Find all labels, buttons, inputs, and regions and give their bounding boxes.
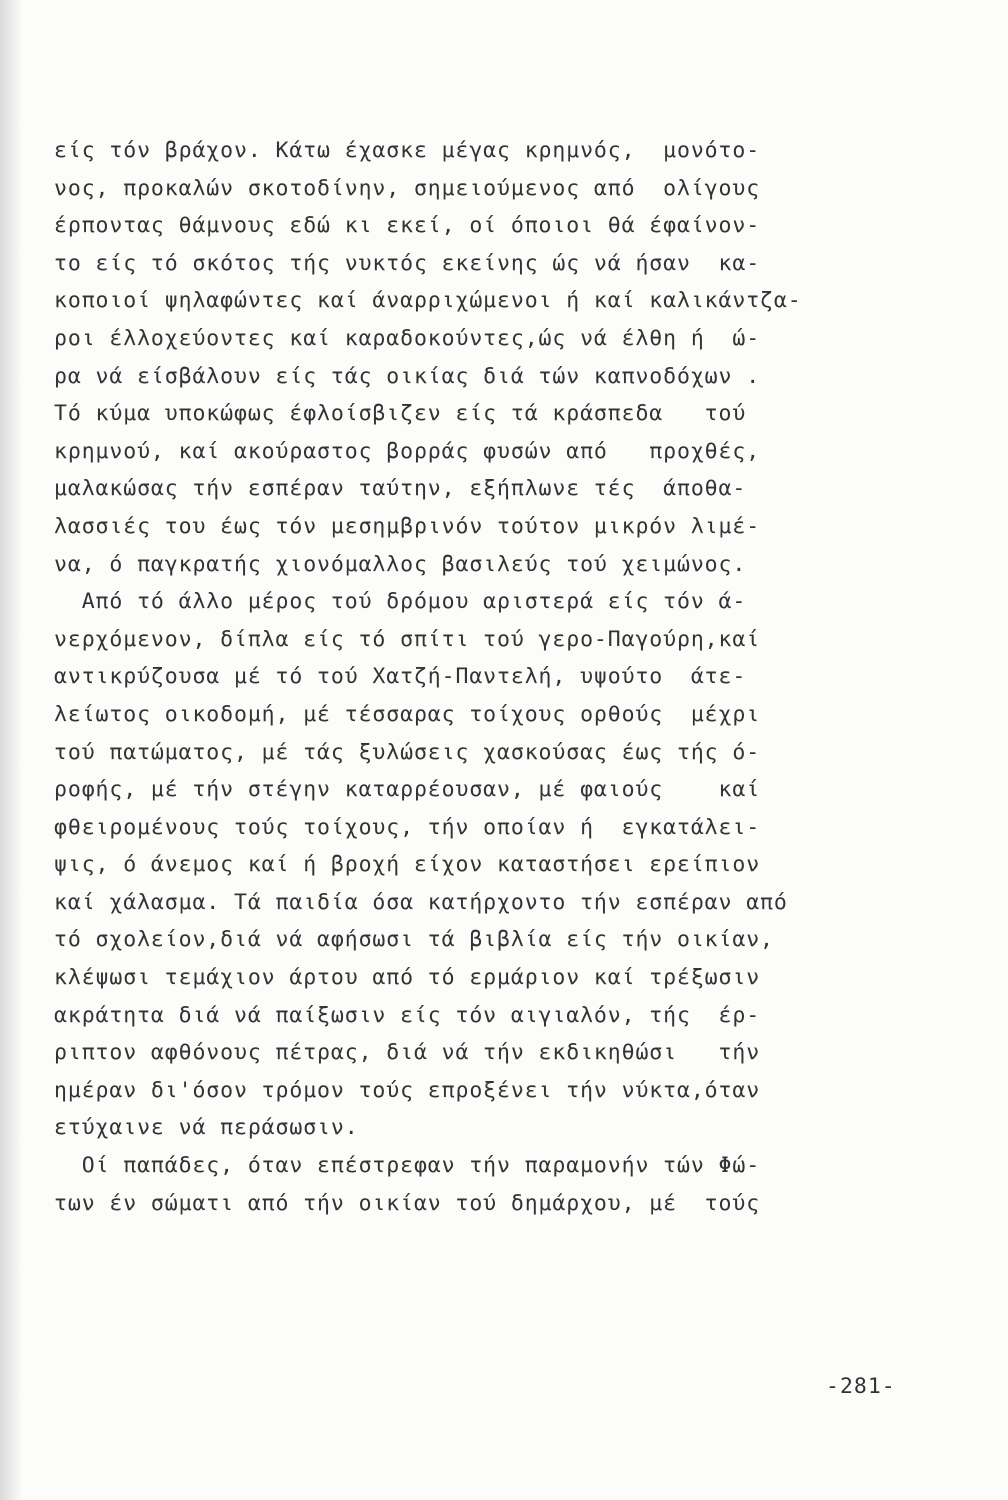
text-line: ψις, ό άνεμος καί ή βροχή είχον καταστήσει ερείπιον (54, 852, 761, 878)
text-line: νερχόμενον, δίπλα είς τό σπίτι τού γερο-Παγούρη,καί (54, 626, 761, 652)
text-line: Οί παπάδες, όταν επέστρεφαν τήν παραμονήν τών Φώ- (54, 1153, 761, 1179)
text-line: ετύχαινε νά περάσωσιν. (54, 1115, 359, 1141)
text-line: να, ό παγκρατής χιονόμαλλος βασιλεύς τού χειμώνος. (54, 551, 747, 577)
text-line: το είς τό σκότος τής νυκτός εκείνης ώς νά ήσαν κα- (54, 250, 761, 276)
text-line: τό σχολείον,διά νά αφήσωσι τά βιβλία είς τήν οικίαν, (54, 927, 774, 953)
text-line: είς τόν βράχον. Κάτω έχασκε μέγας κρημνός, μονότο- (54, 138, 761, 163)
text-line: καί χάλασμα. Τά παιδία όσα κατήρχοντο τήν εσπέραν από (54, 889, 788, 915)
text-line: μαλακώσας τήν εσπέραν ταύτην, εξήπλωνε τές άποθα- (54, 476, 747, 502)
text-line: ημέραν δι'όσον τρόμον τούς επροξένει τήν νύκτα,όταν (54, 1077, 761, 1103)
text-line: κλέψωσι τεμάχιον άρτου από τό ερμάριον καί τρέξωσιν (54, 965, 761, 991)
text-line: κοποιοί ψηλαφώντες καί άναρριχώμενοι ή καί καλικάντζα- (54, 288, 802, 314)
text-line: φθειρομένους τούς τοίχους, τήν οποίαν ή εγκατάλει- (54, 814, 761, 840)
body-text (54, 132, 954, 1222)
text-line: νος, προκαλών σκοτοδίνην, σημειούμενος από ολίγους (54, 175, 761, 201)
text-line: ριπτον αφθόνους πέτρας, διά νά τήν εκδικηθώσι τήν (54, 1040, 761, 1066)
text-line: των έν σώματι από τήν οικίαν τού δημάρχου, μέ τούς (54, 1190, 761, 1216)
text-line: Από τό άλλο μέρος τού δρόμου αριστερά είς τόν ά- (54, 589, 747, 615)
text-line: ροφής, μέ τήν στέγην καταρρέουσαν, μέ φαιούς καί (54, 777, 761, 803)
page-edge-shadow (0, 0, 22, 1500)
text-line: λείωτος οικοδομή, μέ τέσσαρας τοίχους ορθούς μέχρι (54, 701, 761, 727)
text-line: ρα νά είσβάλουν είς τάς οικίας διά τών καπνοδόχων . (54, 363, 761, 389)
text-line: τού πατώματος, μέ τάς ξυλώσεις χασκούσας έως τής ό- (54, 739, 761, 765)
text-line: λασσιές του έως τόν μεσημβρινόν τούτον μικρόν λιμέ- (54, 513, 761, 539)
text-line: αντικρύζουσα μέ τό τού Χατζή-Παντελή, υψούτο άτε- (54, 664, 747, 690)
text-line: έρποντας θάμνους εδώ κι εκεί, οί όποιοι θά έφαίνον- (54, 213, 761, 239)
text-line: Τό κύμα υποκώφως έφλοίσβιζεν είς τά κράσπεδα τού (54, 401, 747, 427)
page-number: -281- (826, 1374, 896, 1399)
text-line: κρημνού, καί ακούραστος βορράς φυσών από προχθές, (54, 438, 761, 464)
text-line: ακράτητα διά νά παίξωσιν είς τόν αιγιαλόν, τής έρ- (54, 1002, 761, 1028)
text-line: ροι έλλοχεύοντες καί καραδοκούντες,ώς νά έλθη ή ώ- (54, 325, 761, 351)
